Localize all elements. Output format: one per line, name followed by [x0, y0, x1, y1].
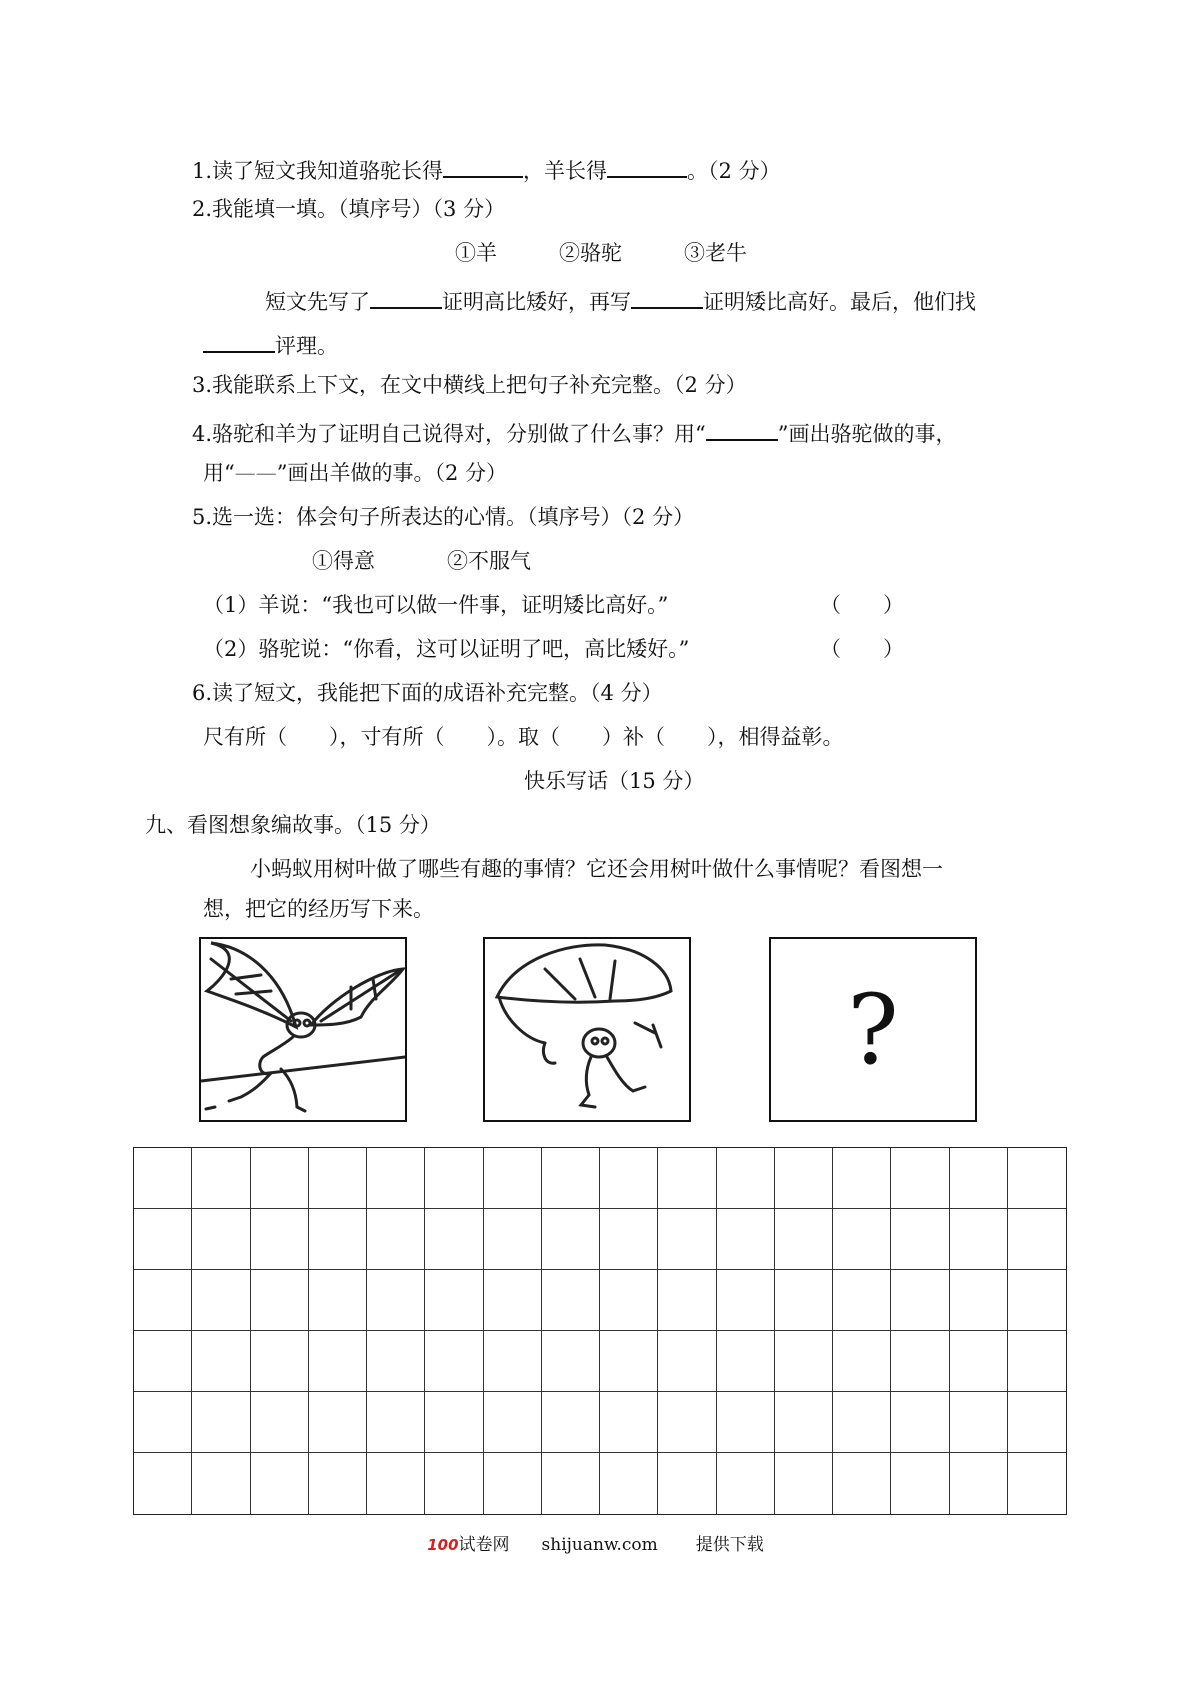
- writing-grid-cell[interactable]: [542, 1453, 600, 1514]
- writing-grid-cell[interactable]: [134, 1331, 192, 1392]
- writing-grid-cell[interactable]: [309, 1331, 367, 1392]
- question-mark: ?: [847, 973, 899, 1086]
- writing-grid-cell[interactable]: [717, 1148, 775, 1209]
- writing-grid-cell[interactable]: [484, 1148, 542, 1209]
- writing-grid-cell[interactable]: [251, 1331, 309, 1392]
- question-5-sentence-1: （1）羊说：“我也可以做一件事，证明矮比高好。”: [203, 593, 669, 617]
- writing-grid-cell[interactable]: [600, 1331, 658, 1392]
- writing-grid-cell[interactable]: [425, 1392, 483, 1453]
- question-3: 3.我能联系上下文，在文中横线上把句子补充完整。（2 分）: [192, 373, 747, 397]
- writing-grid-cell[interactable]: [950, 1392, 1008, 1453]
- writing-grid-cell[interactable]: [484, 1453, 542, 1514]
- writing-grid-cell[interactable]: [833, 1331, 891, 1392]
- writing-grid-cell[interactable]: [251, 1392, 309, 1453]
- writing-grid-cell[interactable]: [717, 1392, 775, 1453]
- writing-grid-cell[interactable]: [425, 1453, 483, 1514]
- writing-grid-cell[interactable]: [134, 1392, 192, 1453]
- writing-grid-cell[interactable]: [1008, 1148, 1066, 1209]
- writing-grid-cell[interactable]: [134, 1453, 192, 1514]
- writing-grid-cell[interactable]: [717, 1331, 775, 1392]
- writing-grid-cell[interactable]: [1008, 1453, 1066, 1514]
- footer-site-name: 试卷网: [458, 1535, 510, 1555]
- answer-blank[interactable]: [370, 287, 442, 309]
- writing-grid-cell[interactable]: [309, 1453, 367, 1514]
- writing-grid-cell[interactable]: [658, 1453, 716, 1514]
- writing-grid-cell[interactable]: [833, 1209, 891, 1270]
- question-9-title: 九、看图想象编故事。（15 分）: [145, 813, 441, 837]
- ant-leaf-wings-illustration: [201, 939, 405, 1120]
- writing-grid-cell[interactable]: [1008, 1331, 1066, 1392]
- writing-grid-cell[interactable]: [658, 1392, 716, 1453]
- question-2-paragraph: 短文先写了 证明高比矮好，再写 证明矮比高好。最后，他们找: [265, 287, 976, 313]
- answer-blank: [706, 419, 778, 441]
- writing-grid-cell[interactable]: [775, 1270, 833, 1331]
- writing-grid-cell[interactable]: [775, 1392, 833, 1453]
- writing-grid-cell[interactable]: [542, 1331, 600, 1392]
- writing-grid-cell[interactable]: [891, 1270, 949, 1331]
- writing-grid-cell[interactable]: [309, 1392, 367, 1453]
- writing-grid-cell[interactable]: [134, 1270, 192, 1331]
- writing-grid-cell[interactable]: [658, 1148, 716, 1209]
- footer-note: 提供下载: [695, 1535, 764, 1555]
- writing-grid-cell[interactable]: [1008, 1392, 1066, 1453]
- writing-grid-cell[interactable]: [192, 1453, 250, 1514]
- answer-blank[interactable]: [607, 156, 687, 178]
- writing-grid-cell[interactable]: [891, 1453, 949, 1514]
- footer-domain: shijuanw.com: [541, 1535, 658, 1555]
- writing-grid-cell[interactable]: [367, 1148, 425, 1209]
- writing-grid-cell[interactable]: [658, 1331, 716, 1392]
- writing-grid-cell[interactable]: [717, 1270, 775, 1331]
- question-5-options: ①得意 ②不服气: [312, 549, 531, 573]
- writing-grid-cell[interactable]: [600, 1392, 658, 1453]
- writing-grid-cell[interactable]: [251, 1453, 309, 1514]
- writing-grid-cell[interactable]: [950, 1148, 1008, 1209]
- writing-grid-cell[interactable]: [600, 1270, 658, 1331]
- writing-grid-cell[interactable]: [309, 1148, 367, 1209]
- writing-grid-cell[interactable]: [367, 1270, 425, 1331]
- writing-grid-cell[interactable]: [891, 1148, 949, 1209]
- writing-grid-cell[interactable]: [1008, 1209, 1066, 1270]
- footer: [0, 1530, 1191, 1555]
- writing-grid-cell[interactable]: [425, 1209, 483, 1270]
- ant-leaf-umbrella-picture: [483, 937, 691, 1122]
- writing-grid-cell[interactable]: [192, 1392, 250, 1453]
- writing-grid-cell[interactable]: [309, 1209, 367, 1270]
- writing-grid-cell[interactable]: [484, 1270, 542, 1331]
- writing-grid-cell[interactable]: [950, 1453, 1008, 1514]
- writing-grid-cell[interactable]: [542, 1270, 600, 1331]
- writing-grid-cell[interactable]: [775, 1331, 833, 1392]
- writing-grid-cell[interactable]: [600, 1453, 658, 1514]
- writing-grid-cell[interactable]: [775, 1148, 833, 1209]
- writing-grid-cell[interactable]: [833, 1270, 891, 1331]
- question-6-idioms: 尺有所（ ），寸有所（ ）。取（ ）补（ ），相得益彰。: [203, 725, 844, 749]
- writing-grid-cell[interactable]: [658, 1270, 716, 1331]
- writing-grid-cell[interactable]: [891, 1209, 949, 1270]
- writing-grid-cell[interactable]: [950, 1209, 1008, 1270]
- writing-grid-cell[interactable]: [484, 1392, 542, 1453]
- writing-grid-cell[interactable]: [833, 1453, 891, 1514]
- answer-paren[interactable]: （ ）: [820, 637, 904, 661]
- writing-grid-cell[interactable]: [367, 1453, 425, 1514]
- question-9-prompt-line-1: 小蚂蚁用树叶做了哪些有趣的事情？它还会用树叶做什么事情呢？看图想一: [250, 857, 943, 881]
- question-6-title: 6.读了短文，我能把下面的成语补充完整。（4 分）: [192, 681, 663, 705]
- writing-grid-cell[interactable]: [425, 1148, 483, 1209]
- writing-grid-cell[interactable]: [367, 1209, 425, 1270]
- writing-grid[interactable]: [133, 1147, 1067, 1515]
- question-4: 4.骆驼和羊为了证明自己说得对，分别做了什么事？用“ ”画出骆驼做的事，: [192, 419, 957, 445]
- writing-grid-cell[interactable]: [717, 1453, 775, 1514]
- writing-grid-cell[interactable]: [658, 1209, 716, 1270]
- writing-grid-cell[interactable]: [367, 1331, 425, 1392]
- writing-grid-cell[interactable]: [891, 1331, 949, 1392]
- writing-grid-cell[interactable]: [542, 1209, 600, 1270]
- answer-blank[interactable]: [443, 156, 523, 178]
- writing-grid-cell[interactable]: [600, 1209, 658, 1270]
- writing-grid-cell[interactable]: [192, 1148, 250, 1209]
- writing-grid-cell[interactable]: [425, 1331, 483, 1392]
- writing-grid-cell[interactable]: [425, 1270, 483, 1331]
- section-heading: 快乐写话（15 分）: [524, 769, 705, 793]
- unknown-scene-picture: [769, 937, 977, 1122]
- writing-grid-cell[interactable]: [192, 1270, 250, 1331]
- writing-grid-cell[interactable]: [192, 1209, 250, 1270]
- writing-grid-cell[interactable]: [251, 1209, 309, 1270]
- question-5-sentence-2: （2）骆驼说：“你看，这可以证明了吧，高比矮好。”: [203, 637, 690, 661]
- writing-grid-cell[interactable]: [484, 1209, 542, 1270]
- answer-blank[interactable]: [203, 331, 275, 353]
- writing-grid-cell[interactable]: [542, 1392, 600, 1453]
- question-2-paragraph-end: 评理。: [203, 331, 338, 357]
- logo-100: 100: [427, 1536, 459, 1554]
- question-5-title: 5.选一选：体会句子所表达的心情。（填序号）（2 分）: [192, 505, 695, 529]
- writing-grid-cell[interactable]: [1008, 1270, 1066, 1331]
- question-4-cont: 用“——”画出羊做的事。（2 分）: [203, 461, 508, 485]
- writing-grid-cell[interactable]: [484, 1331, 542, 1392]
- writing-grid-cell[interactable]: [600, 1148, 658, 1209]
- writing-grid-cell[interactable]: [542, 1148, 600, 1209]
- question-1: 1.读了短文我知道骆驼长得 ，羊长得 。（2 分）: [192, 156, 781, 182]
- writing-grid-cell[interactable]: [833, 1392, 891, 1453]
- writing-grid-cell[interactable]: [367, 1392, 425, 1453]
- writing-grid-cell[interactable]: [717, 1209, 775, 1270]
- question-9-prompt-line-2: 想，把它的经历写下来。: [203, 897, 434, 921]
- writing-grid-cell[interactable]: [775, 1453, 833, 1514]
- writing-grid-cell[interactable]: [775, 1209, 833, 1270]
- answer-blank[interactable]: [631, 287, 703, 309]
- writing-grid-cell[interactable]: [309, 1270, 367, 1331]
- writing-grid-cell[interactable]: [134, 1209, 192, 1270]
- writing-grid-cell[interactable]: [950, 1270, 1008, 1331]
- answer-paren[interactable]: （ ）: [820, 593, 904, 617]
- writing-grid-cell[interactable]: [891, 1392, 949, 1453]
- writing-grid-cell[interactable]: [833, 1148, 891, 1209]
- writing-grid-cell[interactable]: [134, 1148, 192, 1209]
- writing-grid-cell[interactable]: [950, 1331, 1008, 1392]
- ant-leaf-umbrella-illustration: [485, 939, 689, 1120]
- writing-grid-cell[interactable]: [251, 1270, 309, 1331]
- question-2-options: ①羊 ②骆驼 ③老牛: [455, 241, 747, 265]
- question-2-title: 2.我能填一填。（填序号）（3 分）: [192, 197, 506, 221]
- ant-leaf-wings-picture: [199, 937, 407, 1122]
- writing-grid-cell[interactable]: [192, 1331, 250, 1392]
- writing-grid-cell[interactable]: [251, 1148, 309, 1209]
